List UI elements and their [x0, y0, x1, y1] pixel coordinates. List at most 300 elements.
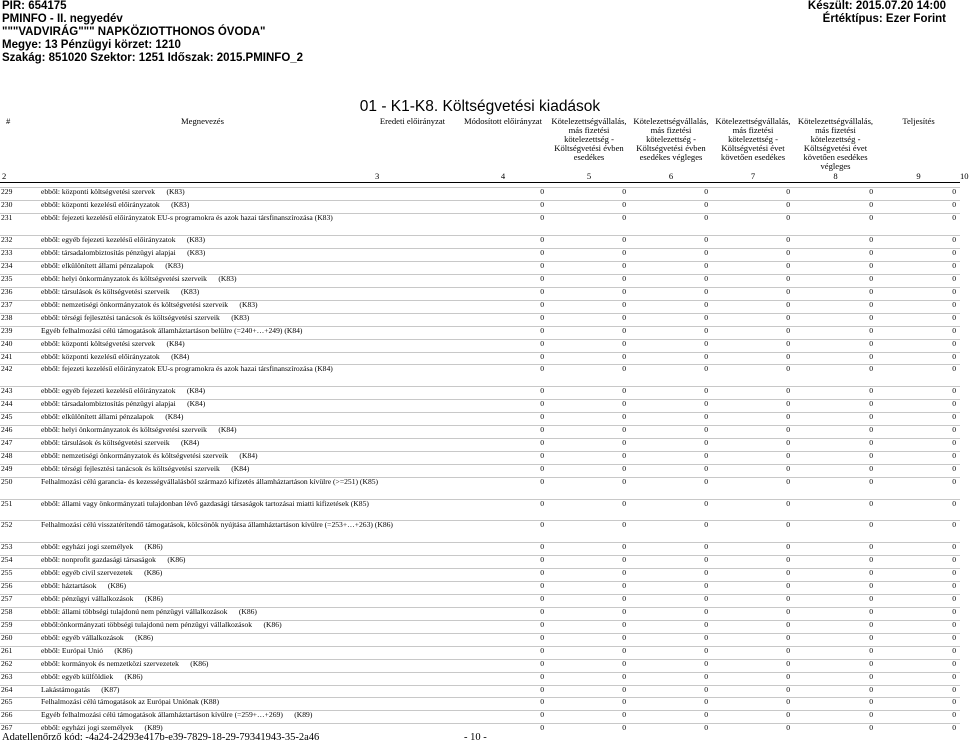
cell-value: 0: [622, 723, 626, 733]
cell-value: 0: [704, 684, 708, 694]
row-label: ebből: fejezeti kezelésű előirányzatok EU-s programokra és azok hazai társfinanszírozása (K83): [41, 213, 333, 223]
cell-value: 0: [540, 213, 544, 223]
row-number: 246: [1, 425, 13, 435]
column-number: 8: [833, 171, 838, 182]
column-number: 6: [668, 171, 674, 182]
cell-value: 0: [622, 425, 626, 435]
column-header: Eredeti előirányzat: [379, 116, 446, 126]
cell-value: 0: [622, 476, 626, 486]
table-row: [0, 499, 960, 521]
cell-value: 0: [786, 412, 790, 422]
cell-value: 0: [540, 568, 544, 578]
cell-value: 0: [869, 438, 873, 448]
cell-value: 0: [540, 351, 544, 361]
cell-value: 0: [540, 187, 544, 197]
cell-value: 0: [786, 213, 790, 223]
cell-value: 0: [786, 338, 790, 348]
cell-value: 0: [540, 425, 544, 435]
table-row: [0, 646, 960, 659]
cell-value: 0: [540, 476, 544, 486]
cell-value: 0: [869, 386, 873, 396]
cell-value: 0: [540, 273, 544, 283]
row-number: 237: [1, 299, 13, 309]
row-label: ebből:önkormányzati többségi tulajdonú nem pénzügyi vállalkozások (K86): [41, 619, 282, 629]
row-label: ebből: egyéb vállalkozások (K86): [41, 632, 154, 642]
cell-value: 0: [622, 658, 626, 668]
table-row: [0, 214, 960, 236]
row-number: 232: [1, 235, 13, 245]
table-row: [0, 236, 960, 249]
row-label: ebből: helyi önkormányzatok és költségvetési szerveik (K84): [41, 425, 237, 435]
cell-value: 0: [869, 450, 873, 460]
row-label: Felhalmozási célú támogatások az Európai Uniónak (K88): [41, 697, 219, 707]
cell-value: 0: [622, 606, 626, 616]
cell-value: 0: [704, 235, 708, 245]
cell-value: 0: [622, 581, 626, 591]
cell-value: 0: [540, 248, 544, 258]
table-row: [0, 698, 960, 711]
cell-value: 0: [540, 671, 544, 681]
header-line: PIR: 654175: [2, 0, 67, 12]
row-number: 240: [1, 338, 13, 348]
cell-value: 0: [622, 671, 626, 681]
cell-value: 0: [540, 723, 544, 733]
cell-value: 0: [786, 248, 790, 258]
column-number: 9: [916, 171, 921, 182]
cell-value: 0: [622, 555, 626, 565]
cell-value: 0: [622, 498, 626, 508]
cell-value: 0: [869, 568, 873, 578]
row-label: ebből: elkülönített állami pénzalapok (K84): [41, 412, 184, 422]
cell-value: 0: [704, 498, 708, 508]
row-label: ebből: társulások és költségvetési szerveik (K83): [41, 286, 200, 296]
cell-value: 0: [540, 606, 544, 616]
cell-value: 0: [869, 325, 873, 335]
cell-value: 0: [622, 568, 626, 578]
cell-value: 0: [540, 520, 544, 530]
cell-value: 0: [704, 399, 708, 409]
cell-value: 0: [540, 260, 544, 270]
cell-value: 0: [786, 386, 790, 396]
cell-value: 0: [869, 338, 873, 348]
cell-value: 0: [869, 710, 873, 720]
cell-value: 0: [540, 364, 544, 374]
cell-value: 0: [704, 260, 708, 270]
cell-value: 0: [622, 213, 626, 223]
table-row: [0, 249, 960, 262]
cell-value: 0: [952, 684, 956, 694]
cell-value: 0: [704, 658, 708, 668]
row-label: Felhalmozási célú garancia- és kezességvállalásból származó kifizetés államháztartáson kívülre (>=251) (K85): [41, 476, 379, 486]
cell-value: 0: [704, 671, 708, 681]
row-number: 258: [1, 606, 13, 616]
cell-value: 0: [786, 399, 790, 409]
table-row: [0, 400, 960, 413]
row-label: ebből: térségi fejlesztési tanácsok és költségvetési szerveik (K83): [41, 312, 250, 322]
header-line: PMINFO - II. negyedév: [2, 13, 123, 25]
cell-value: 0: [952, 606, 956, 616]
row-number: 255: [1, 568, 13, 578]
cell-value: 0: [622, 248, 626, 258]
cell-value: 0: [952, 273, 956, 283]
header-line: Készült: 2015.07.20 14:00: [807, 0, 946, 12]
table-row: [0, 569, 960, 582]
row-label: ebből: egyéb külföldiek (K86): [41, 671, 143, 681]
cell-value: 0: [869, 187, 873, 197]
cell-value: 0: [869, 299, 873, 309]
cell-value: 0: [786, 235, 790, 245]
cell-value: 0: [869, 260, 873, 270]
table-row: [0, 201, 960, 214]
cell-value: 0: [622, 312, 626, 322]
cell-value: 0: [540, 412, 544, 422]
row-label: ebből: egyházi jogi személyek (K89): [41, 723, 163, 733]
row-number: 263: [1, 671, 13, 681]
row-number: 250: [1, 476, 13, 486]
cell-value: 0: [704, 520, 708, 530]
row-label: ebből: Európai Unió (K86): [41, 645, 133, 655]
cell-value: 0: [869, 312, 873, 322]
cell-value: 0: [786, 325, 790, 335]
verification-code: Adatellenőrző kód: -4a24-24293e417b-e39-7829-18-29-79341943-35-2a46: [2, 732, 320, 743]
expense-table: [0, 116, 969, 737]
row-label: Lakástámogatás (K87): [41, 684, 120, 694]
row-number: 239: [1, 325, 13, 335]
cell-value: 0: [786, 364, 790, 374]
row-label: ebből: társadalombiztosítás pénzügyi alapjai (K83): [41, 248, 206, 258]
cell-value: 0: [540, 438, 544, 448]
cell-value: 0: [952, 286, 956, 296]
row-number: 257: [1, 593, 13, 603]
cell-value: 0: [869, 619, 873, 629]
cell-value: 0: [786, 671, 790, 681]
cell-value: 0: [786, 260, 790, 270]
cell-value: 0: [540, 325, 544, 335]
row-label: ebből: központi költségvetési szervek (K83): [41, 187, 185, 197]
table-row: [0, 326, 960, 339]
cell-value: 0: [952, 520, 956, 530]
cell-value: 0: [952, 555, 956, 565]
cell-value: 0: [952, 213, 956, 223]
row-number: 231: [1, 213, 13, 223]
cell-value: 0: [952, 325, 956, 335]
cell-value: 0: [704, 697, 708, 707]
row-label: ebből: nemzetiségi önkormányzatok és költségvetési szerveik (K84): [41, 450, 258, 460]
cell-value: 0: [540, 645, 544, 655]
cell-value: 0: [704, 645, 708, 655]
row-label: ebből: egyéb civil szervezetek (K86): [41, 568, 163, 578]
cell-value: 0: [622, 684, 626, 694]
row-number: 252: [1, 520, 13, 530]
cell-value: 0: [704, 632, 708, 642]
cell-value: 0: [869, 697, 873, 707]
row-label: ebből: társadalombiztosítás pénzügyi alapjai (K84): [41, 399, 206, 409]
cell-value: 0: [622, 632, 626, 642]
cell-value: 0: [540, 632, 544, 642]
column-header: Kötelezettségvállalás, más fizetési kötelezettség - Költségvetési évben esedékes végleges: [633, 116, 709, 162]
cell-value: 0: [704, 286, 708, 296]
cell-value: 0: [704, 386, 708, 396]
cell-value: 0: [704, 299, 708, 309]
cell-value: 0: [952, 632, 956, 642]
table-row: [0, 413, 960, 426]
cell-value: 0: [786, 520, 790, 530]
cell-value: 0: [704, 463, 708, 473]
cell-value: 0: [540, 619, 544, 629]
cell-value: 0: [869, 645, 873, 655]
table-row: [0, 352, 960, 365]
column-number: 4: [500, 171, 506, 182]
column-header-row: [0, 116, 960, 170]
row-label: Egyéb felhalmozási célú támogatások államháztartáson kívülre (=259+…+269) (K89): [41, 710, 313, 720]
cell-value: 0: [786, 425, 790, 435]
cell-value: 0: [622, 438, 626, 448]
row-number: 261: [1, 645, 13, 655]
cell-value: 0: [786, 351, 790, 361]
cell-value: 0: [869, 671, 873, 681]
cell-value: 0: [869, 723, 873, 733]
cell-value: 0: [786, 723, 790, 733]
row-number: 230: [1, 200, 13, 210]
column-number: 2: [2, 171, 7, 182]
cell-value: 0: [952, 658, 956, 668]
row-label: ebből: háztartások (K86): [41, 581, 126, 591]
row-number: 242: [1, 364, 13, 374]
cell-value: 0: [952, 399, 956, 409]
cell-value: 0: [952, 386, 956, 396]
table-row: [0, 300, 960, 313]
cell-value: 0: [869, 286, 873, 296]
cell-value: 0: [952, 248, 956, 258]
cell-value: 0: [869, 213, 873, 223]
row-number: 238: [1, 312, 13, 322]
row-number: 229: [1, 187, 13, 197]
row-number: 266: [1, 710, 13, 720]
table-row: [0, 439, 960, 452]
cell-value: 0: [622, 299, 626, 309]
column-header: #: [6, 116, 11, 126]
cell-value: 0: [540, 463, 544, 473]
cell-value: 0: [952, 299, 956, 309]
cell-value: 0: [622, 645, 626, 655]
cell-value: 0: [786, 581, 790, 591]
cell-value: 0: [952, 723, 956, 733]
cell-value: 0: [869, 684, 873, 694]
table-row: [0, 711, 960, 724]
cell-value: 0: [869, 606, 873, 616]
table-row: [0, 426, 960, 439]
cell-value: 0: [952, 697, 956, 707]
cell-value: 0: [704, 606, 708, 616]
column-number: 3: [375, 171, 380, 182]
cell-value: 0: [540, 684, 544, 694]
table-row: [0, 620, 960, 633]
cell-value: 0: [786, 606, 790, 616]
cell-value: 0: [869, 542, 873, 552]
cell-value: 0: [704, 312, 708, 322]
row-number: 236: [1, 286, 13, 296]
cell-value: 0: [869, 248, 873, 258]
cell-value: 0: [622, 260, 626, 270]
cell-value: 0: [704, 187, 708, 197]
cell-value: 0: [622, 697, 626, 707]
table-row: [0, 387, 960, 400]
row-number: 253: [1, 542, 13, 552]
cell-value: 0: [786, 476, 790, 486]
cell-value: 0: [786, 619, 790, 629]
cell-value: 0: [952, 619, 956, 629]
table-row: [0, 287, 960, 300]
cell-value: 0: [786, 312, 790, 322]
cell-value: 0: [786, 645, 790, 655]
header-line: Szakág: 851020 Szektor: 1251 Időszak: 2015.PMINFO_2: [2, 52, 304, 64]
table-row: [0, 659, 960, 672]
cell-value: 0: [952, 581, 956, 591]
cell-value: 0: [622, 338, 626, 348]
column-header: Módosított előirányzat: [463, 116, 543, 126]
table-row: [0, 521, 960, 543]
cell-value: 0: [786, 710, 790, 720]
cell-value: 0: [704, 364, 708, 374]
cell-value: 0: [869, 593, 873, 603]
table-row: [0, 543, 960, 556]
column-header: Kötelezettségvállalás, más fizetési kötelezettség - Költségvetési évet követően esedékes: [715, 116, 791, 162]
column-header: Kötelezettségvállalás, más fizetési kötelezettség - Költségvetési évet követően esedékes végleges: [797, 116, 874, 171]
cell-value: 0: [952, 476, 956, 486]
cell-value: 0: [952, 710, 956, 720]
header-line: Megye: 13 Pénzügyi körzet: 1210: [2, 39, 181, 51]
cell-value: 0: [704, 438, 708, 448]
cell-value: 0: [786, 498, 790, 508]
cell-value: 0: [622, 351, 626, 361]
cell-value: 0: [622, 235, 626, 245]
row-number: 233: [1, 248, 13, 258]
row-number: 264: [1, 684, 13, 694]
column-number: 5: [586, 171, 592, 182]
header-line: Értéktípus: Ezer Forint: [822, 13, 946, 25]
cell-value: 0: [704, 351, 708, 361]
cell-value: 0: [622, 710, 626, 720]
cell-value: 0: [622, 273, 626, 283]
cell-value: 0: [952, 645, 956, 655]
cell-value: 0: [622, 593, 626, 603]
cell-value: 0: [952, 542, 956, 552]
row-label: ebből: egyéb fejezeti kezelésű előirányzatok (K84): [41, 386, 206, 396]
cell-value: 0: [952, 671, 956, 681]
cell-value: 0: [704, 555, 708, 565]
cell-value: 0: [869, 581, 873, 591]
cell-value: 0: [540, 581, 544, 591]
cell-value: 0: [952, 351, 956, 361]
cell-value: 0: [540, 658, 544, 668]
table-row: [0, 672, 960, 685]
table-row: [0, 556, 960, 569]
cell-value: 0: [952, 364, 956, 374]
cell-value: 0: [786, 697, 790, 707]
cell-value: 0: [869, 412, 873, 422]
row-label: ebből: központi költségvetési szervek (K84): [41, 338, 185, 348]
cell-value: 0: [869, 520, 873, 530]
cell-value: 0: [786, 286, 790, 296]
row-label: ebből: központi kezelésű előirányzatok (K83): [41, 200, 190, 210]
cell-value: 0: [869, 498, 873, 508]
cell-value: 0: [786, 542, 790, 552]
cell-value: 0: [540, 450, 544, 460]
row-label: Egyéb felhalmozási célú támogatások államháztartáson belülre (=240+…+249) (K84): [41, 325, 303, 335]
cell-value: 0: [869, 351, 873, 361]
row-number: 249: [1, 463, 13, 473]
cell-value: 0: [704, 338, 708, 348]
cell-value: 0: [952, 235, 956, 245]
table-row: [0, 365, 960, 387]
row-number: 244: [1, 399, 13, 409]
row-number: 256: [1, 581, 13, 591]
cell-value: 0: [622, 450, 626, 460]
row-number: 265: [1, 697, 13, 707]
cell-value: 0: [952, 260, 956, 270]
cell-value: 0: [540, 299, 544, 309]
cell-value: 0: [952, 338, 956, 348]
cell-value: 0: [952, 438, 956, 448]
page-number: - 10 -: [464, 732, 487, 743]
cell-value: 0: [952, 568, 956, 578]
cell-value: 0: [540, 542, 544, 552]
cell-value: 0: [704, 568, 708, 578]
row-label: ebből: egyházi jogi személyek (K86): [41, 542, 163, 552]
cell-value: 0: [622, 286, 626, 296]
table-row: [0, 451, 960, 464]
cell-value: 0: [786, 684, 790, 694]
cell-value: 0: [622, 386, 626, 396]
cell-value: 0: [622, 399, 626, 409]
cell-value: 0: [540, 710, 544, 720]
cell-value: 0: [869, 364, 873, 374]
cell-value: 0: [869, 555, 873, 565]
cell-value: 0: [704, 710, 708, 720]
row-number: 245: [1, 412, 13, 422]
cell-value: 0: [622, 200, 626, 210]
cell-value: 0: [540, 593, 544, 603]
cell-value: 0: [622, 325, 626, 335]
cell-value: 0: [540, 286, 544, 296]
cell-value: 0: [952, 412, 956, 422]
cell-value: 0: [704, 412, 708, 422]
row-number: 234: [1, 260, 13, 270]
cell-value: 0: [540, 697, 544, 707]
row-number: 243: [1, 386, 13, 396]
cell-value: 0: [540, 399, 544, 409]
cell-value: 0: [704, 593, 708, 603]
header-line: """VADVIRÁG""" NAPKÖZIOTTHONOS ÓVODA": [2, 26, 266, 38]
table-body: [0, 188, 960, 737]
table-row: [0, 607, 960, 620]
table-row: [0, 274, 960, 287]
cell-value: 0: [704, 450, 708, 460]
cell-value: 0: [869, 476, 873, 486]
row-label: ebből: állami többségi tulajdonú nem pénzügyi vállalkozások (K86): [41, 606, 257, 616]
cell-value: 0: [704, 581, 708, 591]
row-number: 260: [1, 632, 13, 642]
table-row: [0, 685, 960, 698]
cell-value: 0: [869, 235, 873, 245]
row-number: 267: [1, 723, 13, 733]
cell-value: 0: [540, 338, 544, 348]
cell-value: 0: [786, 593, 790, 603]
table-row: [0, 594, 960, 607]
cell-value: 0: [622, 187, 626, 197]
cell-value: 0: [786, 658, 790, 668]
row-label: ebből: elkülönített állami pénzalapok (K83): [41, 260, 184, 270]
